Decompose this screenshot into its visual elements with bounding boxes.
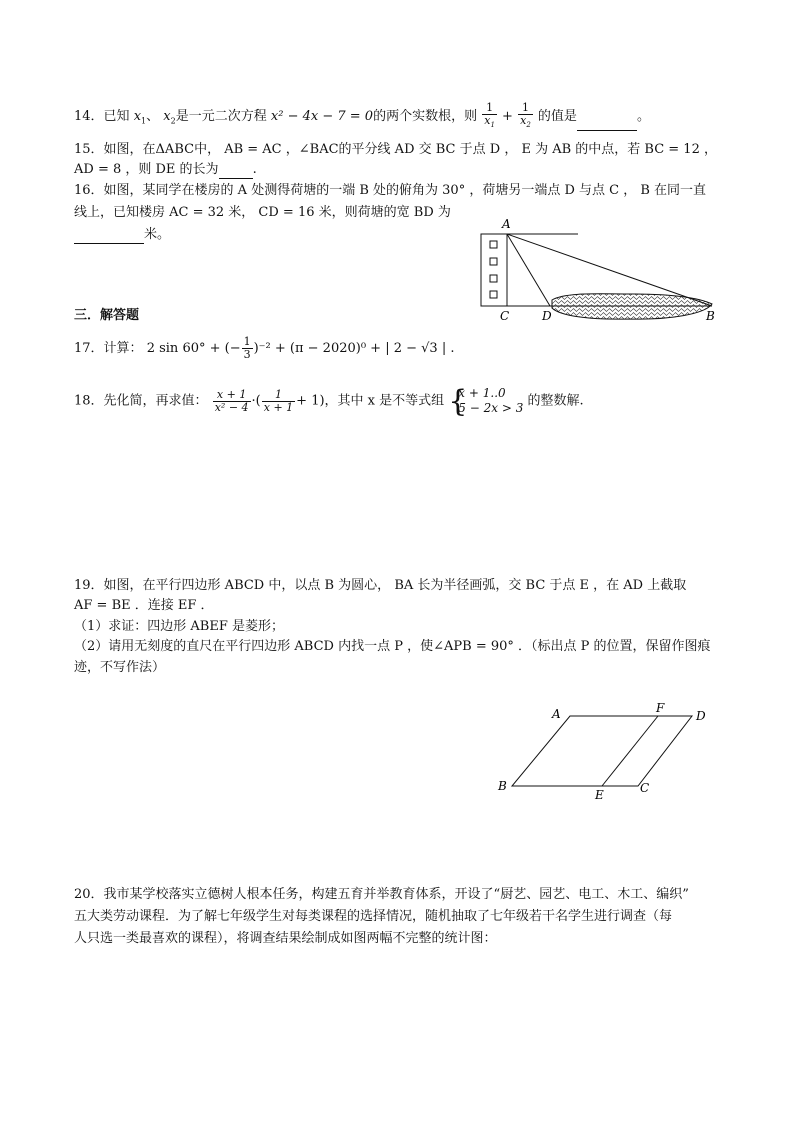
q16-line-3: 米。 (74, 226, 170, 244)
label-C: C (500, 309, 510, 323)
q18-fraction-1: $\frac{x + 1}{\text{x² − 4}}$ (214, 387, 249, 414)
q19-line-1: 19．如图，在平行四边形 ABCD 中，以点 B 为圆心， BA 长为半径画弧，交 BC 于点 E ，在 AD 上截取 (74, 578, 687, 593)
q14-answer-blank[interactable] (577, 116, 637, 131)
q16-answer-blank[interactable] (74, 229, 144, 244)
q17-fraction: $\frac{1}{3}$ (243, 335, 251, 361)
q19-part-2: （2）请用无刻度的直尺在平行四边形 ABCD 内找一点 P ，使∠APB = 90° ．（标出点 P 的位置，保留作图痕 (74, 639, 711, 654)
sight-line-AD (507, 234, 550, 306)
q16-figure (470, 216, 730, 326)
q20-line-2: 五大类劳动课程．为了解七年级学生对每类课程的选择情况，随机抽取了七年级若干名学生进行调查（每 (74, 909, 673, 924)
q15-answer-blank[interactable] (219, 164, 253, 179)
label-D: D (696, 709, 706, 723)
q20-line-3: 人只选一类最喜欢的课程），将调查结果绘制成如图两幅不完整的统计图： (74, 931, 497, 946)
q18: 18．先化简，再求值： $\frac{x + 1}{\text{x² − 4}}$ ·( $\frac{1}{x + 1}$ + 1)，其中 x 是不等式组 { x + 1..0 5 − 2x > 3 的整数解. (74, 384, 584, 419)
label-A: A (502, 217, 511, 231)
q14-fraction-2: $\frac{1}{x_2}$ (520, 101, 531, 130)
segment-EF (602, 716, 658, 786)
label-E: E (595, 788, 604, 802)
label-B: B (498, 779, 507, 793)
q17: 17．计算： 2 sin 60° + (− $\frac{1}{3}$ )⁻² + (π − 2020)⁰ + | 2 − √3 | . (74, 335, 455, 361)
q15-line-1: 15．如图，在ΔABC中， AB = AC ，∠BAC的平分线 AD 交 BC 于点 D ， E 为 AB 的中点，若 BC = 12 ， (74, 142, 717, 157)
q14-equation: x² − 4x − 7 = 0 (270, 109, 374, 125)
q18-inequality-system: { x + 1..0 5 − 2x > 3 (448, 384, 524, 419)
q16-line-1: 16．如图，某同学在楼房的 A 处测得荷塘的一端 B 处的俯角为 30° ，荷塘另一端点 D 与点 C ， B 在同一直 (74, 183, 707, 198)
q14-number: 14． (74, 109, 104, 125)
q16-line-2: 线上，已知楼房 AC = 32 米， CD = 16 米，则荷塘的宽 BD 为 (74, 205, 451, 220)
section-heading: 三．解答题 (74, 308, 140, 323)
q19-line-2: AF = BE ．连接 EF ． (74, 598, 214, 613)
building (481, 234, 507, 306)
q19-part-1: （1）求证：四边形 ABEF 是菱形； (74, 619, 284, 634)
q15-line-2: AD = 8 ，则 DE 的长为 . (74, 162, 257, 177)
parallelogram-ABCD (512, 716, 692, 786)
q14: 14．已知 $x_1$、 $x_2$是一元二次方程 x² − 4x − 7 = 0的两个实数根，则 $\frac{1}{x_1}$ + $\frac{1}{x_2}$ 的值是 。 (74, 101, 650, 130)
q20-line-1: 20．我市某学校落实立德树人根本任务，构建五育并举教育体系，开设了“厨艺、园艺、电工、木工、编织” (74, 887, 689, 902)
label-D: D (542, 309, 552, 323)
q18-fraction-2: $\frac{1}{x + 1}$ (263, 387, 294, 414)
label-B: B (706, 309, 715, 323)
q14-fraction-1: $\frac{1}{x_1}$ (484, 101, 495, 130)
q19-part-2-cont: 迹，不写作法） (74, 660, 166, 675)
label-A: A (552, 707, 561, 721)
label-F: F (656, 701, 665, 715)
label-C: C (640, 781, 650, 795)
q19-figure (490, 700, 730, 805)
